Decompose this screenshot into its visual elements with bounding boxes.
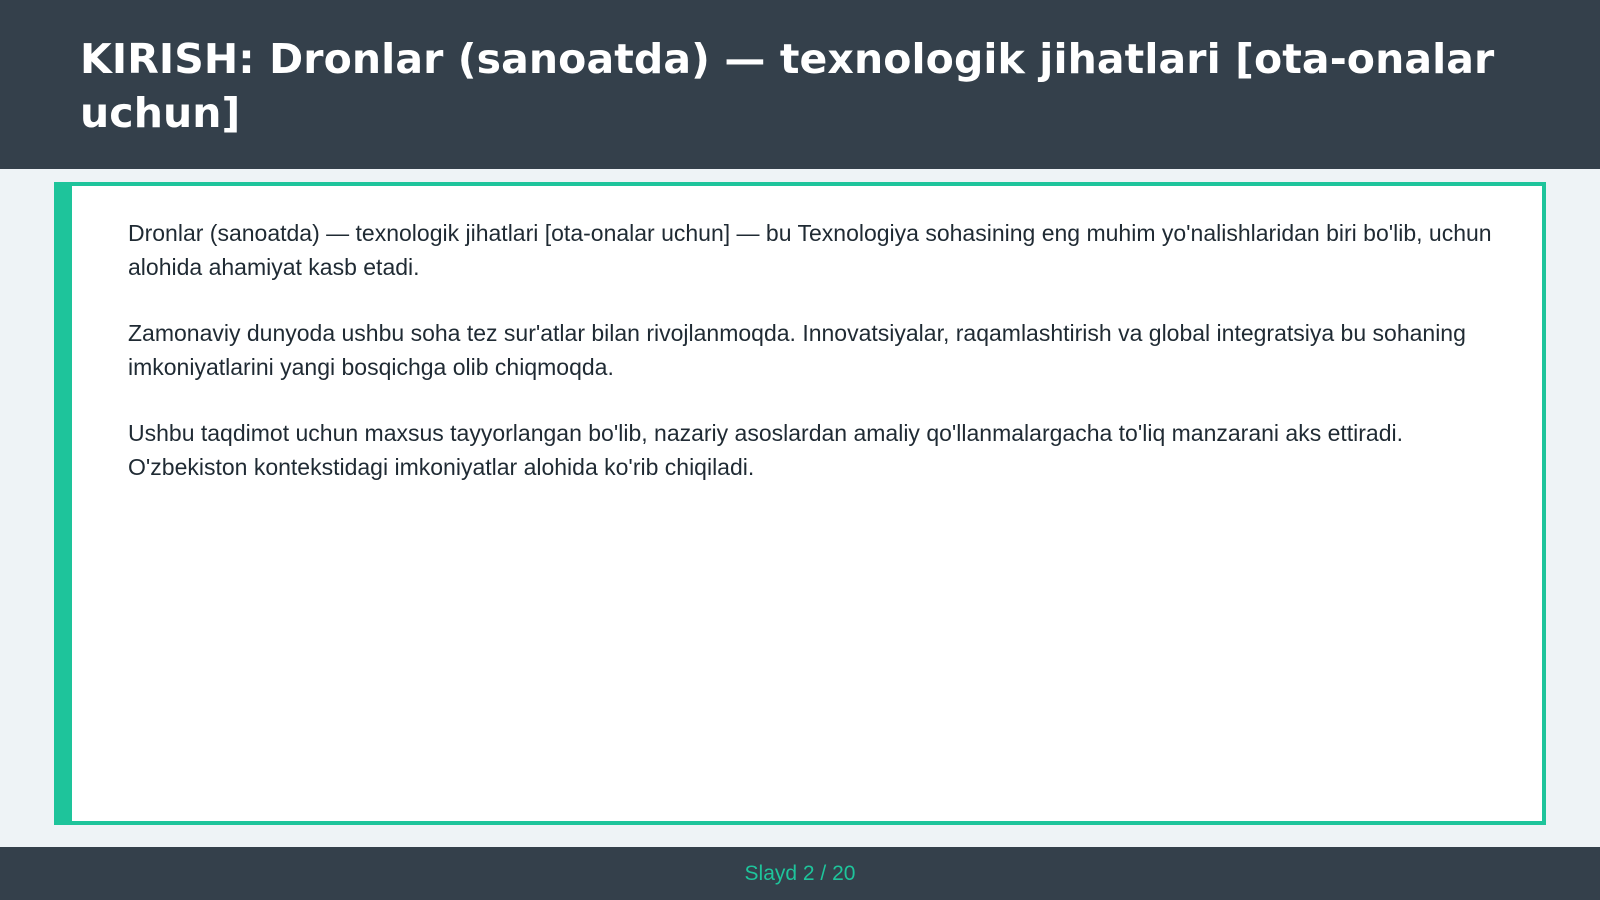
- slide-title: KIRISH: Dronlar (sanoatda) — texnologik jihatlari [ota-onalar uchun]: [80, 35, 1495, 137]
- content-panel: [54, 182, 1546, 825]
- content-text: [128, 216, 1508, 516]
- slide-footer: [0, 847, 1600, 900]
- slide-counter: Slayd 2 / 20: [744, 862, 856, 885]
- paragraph-presentation-purpose: Ushbu taqdimot uchun maxsus tayyorlangan bo'lib, nazariy asoslardan amaliy qo'llanmalargacha to'liq manzarani aks ettiradi. O'zbekiston kontekstidagi imkoniyatlar alohida ko'rib chiqiladi.: [128, 420, 1404, 480]
- slide-header: [0, 0, 1600, 169]
- paragraph-intro: Dronlar (sanoatda) — texnologik jihatlari [ota-onalar uchun] — bu Texnologiya sohasining eng muhim yo'nalishlaridan biri bo'lib, uchun alohida ahamiyat kasb etadi.: [128, 220, 1492, 280]
- paragraph-modern-world: Zamonaviy dunyoda ushbu soha tez sur'atlar bilan rivojlanmoqda. Innovatsiyalar, raqamlashtirish va global integratsiya bu sohaning imkoniyatlarini yangi bosqichga olib chiqmoqda.: [128, 320, 1466, 380]
